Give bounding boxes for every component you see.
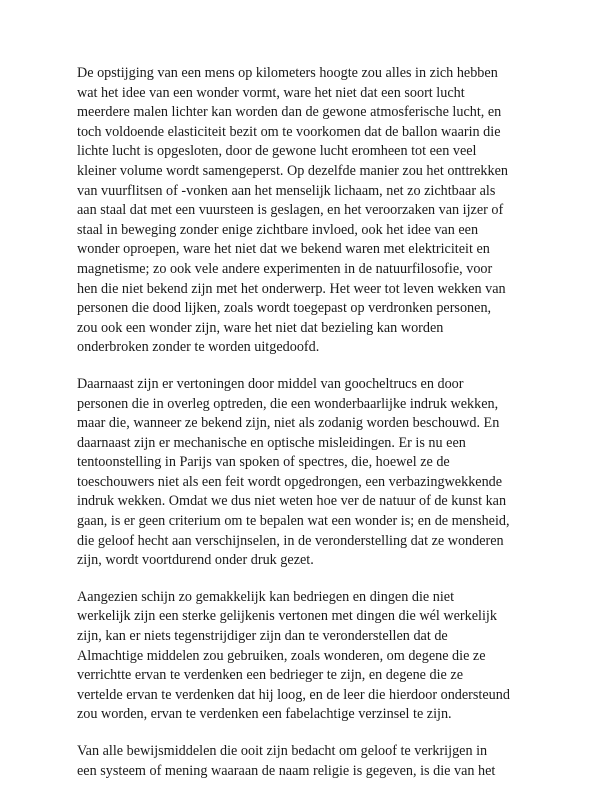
text-line: zou ook een wonder zijn, ware het niet dat bezieling kan worden [77, 319, 444, 336]
text-line: lichte lucht is opgesloten, door de gewone lucht eromheen tot een veel [77, 143, 477, 160]
paragraph-1 [77, 64, 537, 358]
text-line: zou worden, ervan te verdenken een fabelachtige verzinsel te zijn. [77, 706, 452, 723]
text-line: zijn, wordt voortdurend onder druk gezet. [77, 552, 314, 569]
text-line: Van alle bewijsmiddelen die ooit zijn bedacht om geloof te verkrijgen in [77, 743, 488, 759]
text-line: tentoonstelling in Parijs van spoken of spectres, die, hoewel ze de [77, 454, 450, 471]
text-line: maar die, wanneer ze bekend zijn, niet als zodanig worden beschouwd. En [77, 415, 500, 432]
text-line: vertelde ervan te verdenken dat hij loog, en de leer die hierdoor ondersteund [77, 686, 510, 703]
text-line: De opstijging van een mens op kilometers hoogte zou alles in zich hebben [77, 65, 498, 81]
text-line: verrichtte ervan te verdenken een bedrieger te zijn, en degene die ze [77, 667, 463, 684]
paragraph-2 [77, 375, 537, 571]
text-line: aan staal dat met een vuursteen is geslagen, en het veroorzaken van ijzer of [77, 202, 504, 219]
text-line: gaan, is er geen criterium om te bepalen wat een wonder is; en de mensheid, [77, 513, 510, 530]
text-line: zijn, kan er niets tegenstrijdiger zijn dan te veronderstellen dat de [77, 628, 448, 645]
text-line: wat het idee van een wonder vormt, ware het niet dat een soort lucht [77, 84, 465, 101]
text-line: indruk wekken. Omdat we dus niet weten hoe ver de natuur of de kunst kan [77, 493, 507, 510]
text-line: daarnaast zijn er mechanische en optische misleidingen. Er is nu een [77, 434, 466, 451]
text-line: hen die niet bekend zijn met het onderwerp. Het weer tot leven wekken van [77, 280, 506, 297]
paragraph-4 [77, 742, 537, 781]
text-line: Almachtige middelen zou gebruiken, zoals wonderen, om degene die ze [77, 647, 486, 664]
text-line: toeschouwers niet als een feit wordt opgedrongen, een verbazingwekkende [77, 473, 503, 490]
paragraph-3 [77, 588, 537, 725]
text-line: Daarnaast zijn er vertoningen door middel van goocheltrucs en door [77, 375, 464, 392]
text-line: kleiner volume wordt samengeperst. Op dezelfde manier zou het onttrekken [77, 162, 508, 179]
text-line: personen die in overleg optreden, die een wonderbaarlijke indruk wekken, [77, 395, 499, 412]
text-line: personen die dood lijken, zoals wordt toegepast op verdronken personen, [77, 300, 492, 317]
text-line: van vuurflitsen of -vonken aan het menselijk lichaam, net zo zichtbaar als [77, 182, 496, 199]
text-line: toch voldoende elasticiteit bezit om te voorkomen dat de ballon waarin die [77, 123, 501, 140]
text-line: magnetisme; zo ook vele andere experimenten in de natuurfilosofie, voor [77, 260, 493, 277]
text-line: staal in beweging zonder enige zichtbare invloed, ook het idee van een [77, 221, 479, 238]
text-line: een systeem of mening waaraan de naam religie is gegeven, is die van het [77, 762, 496, 779]
text-line: die geloof hecht aan verschijnselen, in de veronderstelling dat ze wonderen [77, 532, 504, 549]
document-body [77, 64, 537, 798]
text-line: wonder oproepen, ware het niet dat we bekend waren met elektriciteit en [77, 241, 490, 258]
text-line: werkelijk zijn een sterke gelijkenis vertonen met dingen die wél werkelijk [77, 608, 497, 625]
text-line: Aangezien schijn zo gemakkelijk kan bedriegen en dingen die niet [77, 588, 455, 605]
text-line: onderbroken zonder te worden uitgedoofd. [77, 339, 320, 356]
text-line: meerdere malen lichter kan worden dan de gewone atmosferische lucht, en [77, 104, 502, 121]
